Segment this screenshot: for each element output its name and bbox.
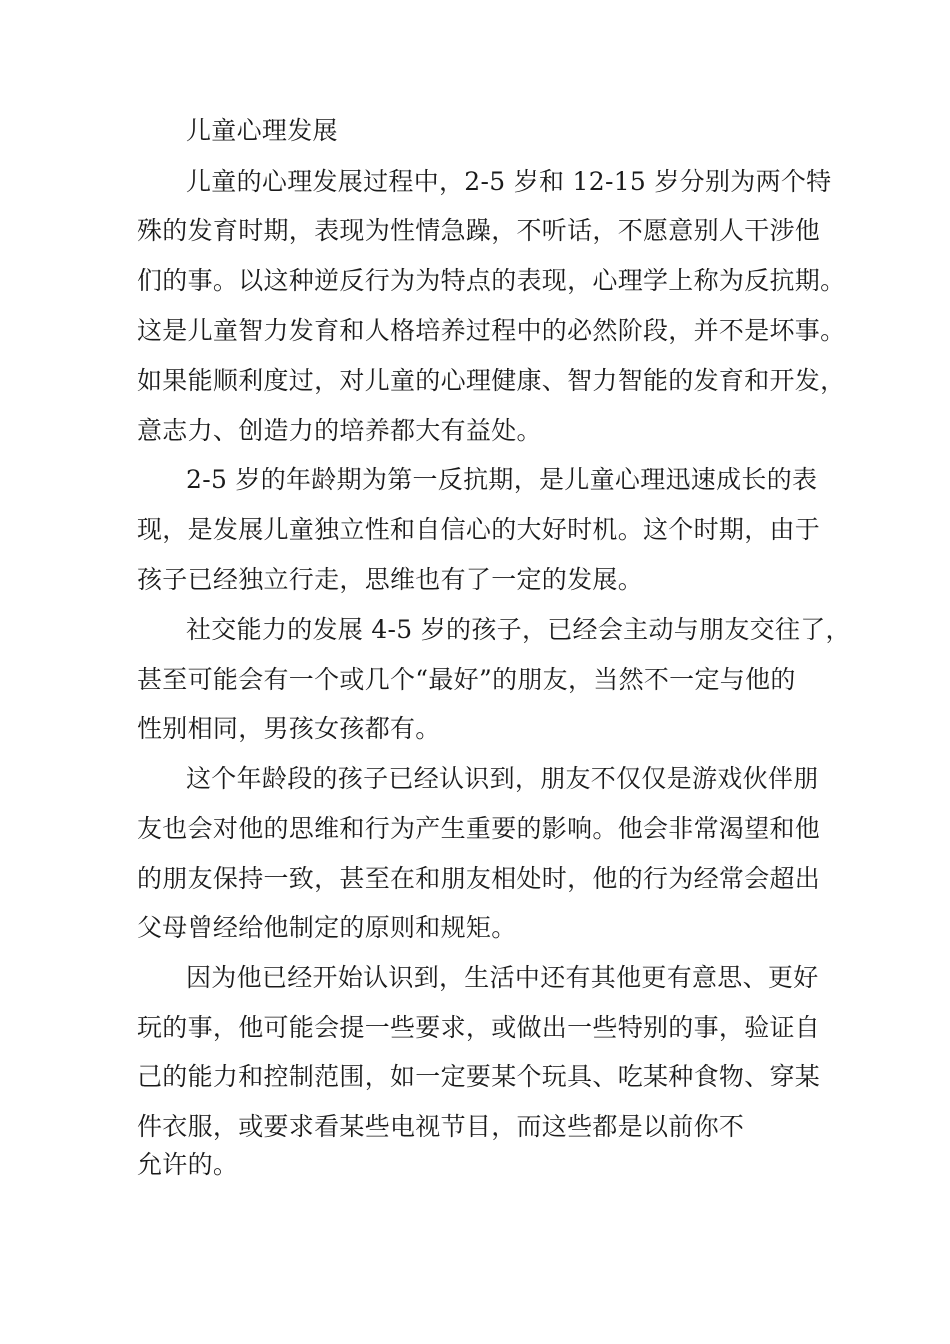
paragraph-1-line-5: 如果能顺利度过，对儿童的心理健康、智力智能的发育和开发， [137, 366, 846, 395]
paragraph-2-line-1: 2-5 岁的年龄期为第一反抗期，是儿童心理迅速成长的表 [186, 465, 818, 494]
paragraph-3-line-1: 社交能力的发展 4-5 岁的孩子，已经会主动与朋友交往了， [186, 615, 851, 644]
paragraph-2-line-3: 孩子已经独立行走，思维也有了一定的发展。 [137, 565, 644, 594]
paragraph-4-line-1: 这个年龄段的孩子已经认识到，朋友不仅仅是游戏伙伴朋 [186, 764, 819, 793]
paragraph-5-line-3: 己的能力和控制范围，如一定要某个玩具、吃某种食物、穿某 [137, 1062, 821, 1091]
paragraph-5-line-4: 件衣服，或要求看某些电视节目，而这些都是以前你不 [137, 1112, 745, 1141]
document-title: 儿童心理发展 [186, 116, 338, 145]
paragraph-4-line-4: 父母曾经给他制定的原则和规矩。 [137, 913, 517, 942]
paragraph-1-line-6: 意志力、创造力的培养都大有益处。 [137, 416, 542, 445]
paragraph-5-line-5: 允许的。 [137, 1150, 239, 1179]
paragraph-1-line-2: 殊的发育时期，表现为性情急躁，不听话，不愿意别人干涉他 [137, 216, 821, 245]
paragraph-2-line-2: 现，是发展儿童独立性和自信心的大好时机。这个时期，由于 [137, 515, 821, 544]
paragraph-4-line-3: 的朋友保持一致，甚至在和朋友相处时，他的行为经常会超出 [137, 864, 821, 893]
paragraph-1-line-4: 这是儿童智力发育和人格培养过程中的必然阶段，并不是坏事。 [137, 316, 846, 345]
paragraph-3-line-3: 性别相同，男孩女孩都有。 [137, 714, 441, 743]
paragraph-4-line-2: 友也会对他的思维和行为产生重要的影响。他会非常渴望和他 [137, 814, 821, 843]
paragraph-1-line-3: 们的事。以这种逆反行为为特点的表现，心理学上称为反抗期。 [137, 266, 846, 295]
paragraph-5-line-2: 玩的事，他可能会提一些要求，或做出一些特别的事，验证自 [137, 1013, 821, 1042]
paragraph-1-line-1: 儿童的心理发展过程中，2-5 岁和 12-15 岁分别为两个特 [186, 167, 832, 196]
paragraph-5-line-1: 因为他已经开始认识到，生活中还有其他更有意思、更好 [186, 963, 819, 992]
paragraph-3-line-2: 甚至可能会有一个或几个“最好”的朋友，当然不一定与他的 [137, 665, 796, 694]
